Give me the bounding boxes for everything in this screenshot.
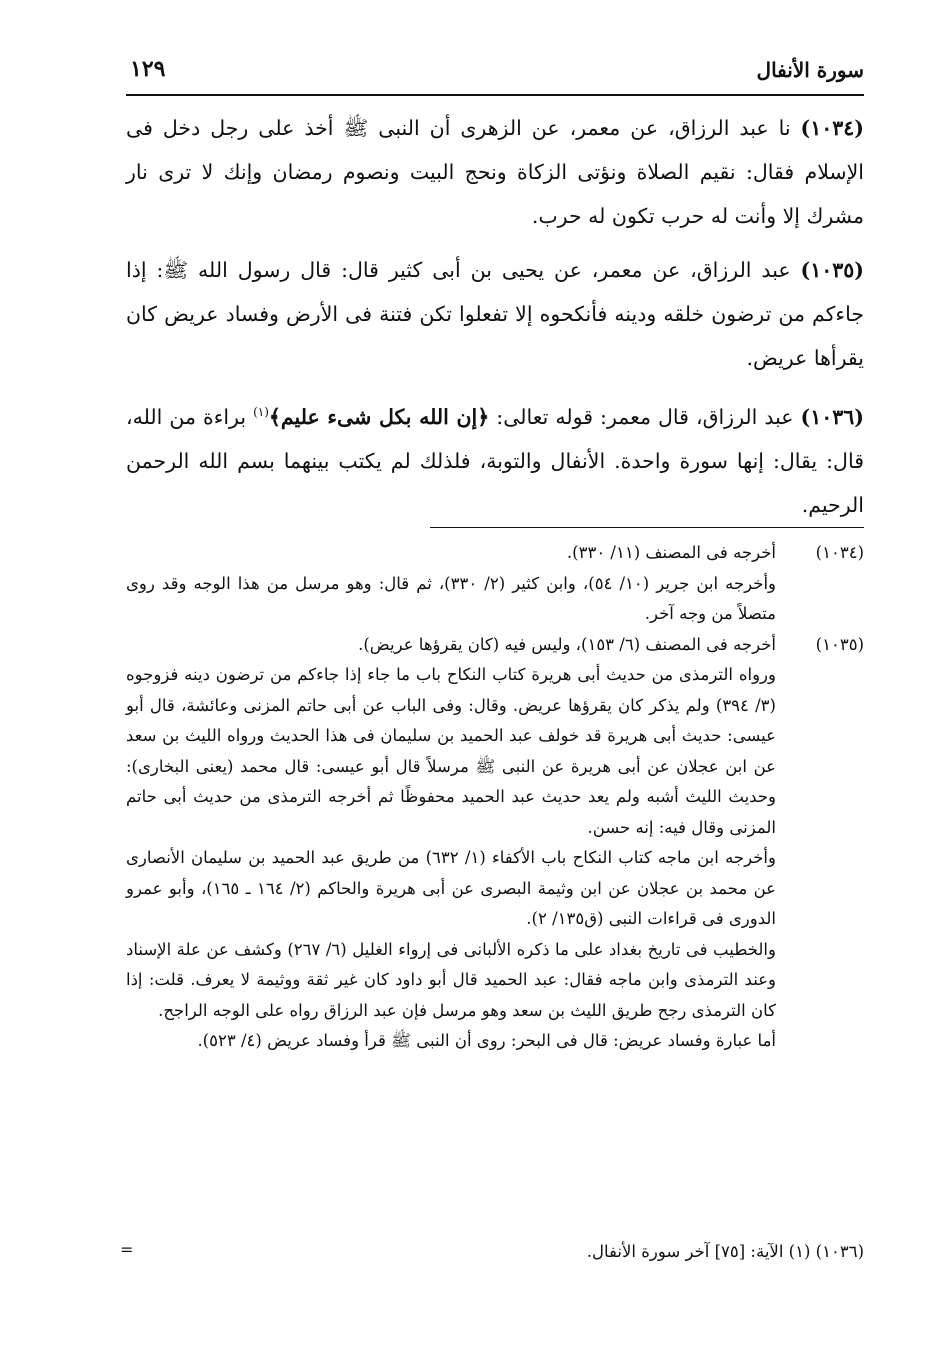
footnote-line: وأخرجه ابن ماجه كتاب النكاح باب الأكفاء (١/ ٦٣٢) من طريق عبد الحميد بن سليمان الأنصارى عن محمد بن عجلان عن ابن وثيمة البصرى عن أبى هريرة والحاكم (٢/ ١٦٤ ـ ١٦٥)، وأبو عمرو الدورى فى قراءات النبى (ق١٣٥/ ٢).	[126, 848, 776, 928]
footnote-1036: (١٠٣٦) (١) الآية: [٧٥] آخر سورة الأنفال.	[586, 1242, 864, 1261]
hadith-number: (١٠٣٦)	[800, 404, 864, 429]
hadith-text: عبد الرزاق، قال معمر: قوله تعالى:	[489, 404, 801, 429]
footnote-1034	[126, 538, 864, 630]
hadith-number: (١٠٣٥)	[800, 258, 864, 282]
footnote-key: (١٠٣٥)	[815, 634, 864, 654]
running-title: سورة الأنفال	[756, 58, 864, 82]
footnote-1035	[126, 630, 864, 1057]
hadith-text: نا عبد الرزاق، عن معمر، عن الزهرى أن النبى ﷺ أخذ على رجل دخل فى الإسلام فقال: نقيم الصلاة ونؤتى الزكاة ونحج البيت ونصوم رمضان وإنك لا ترى نار مشرك إلا وأنت له حرب تكون له حرب.	[126, 116, 864, 228]
hadith-number: (١٠٣٤)	[800, 116, 864, 140]
main-text	[126, 106, 864, 537]
page-number: ١٢٩	[130, 56, 166, 82]
footnote-key: (١٠٣٤)	[815, 543, 864, 562]
footnote-line: أخرجه فى المصنف (١١/ ٣٣٠).	[566, 543, 776, 562]
hadith-text: عبد الرزاق، عن معمر، عن يحيى بن أبى كثير قال: قال رسول الله ﷺ: إذا جاءكم من ترضون خلقه ودينه فأنكحوه إلا تفعلوا تكن فتنة فى الأرض وفساد عريض كان يقرأها عريض.	[126, 258, 864, 370]
footnote-line: ورواه الترمذى من حديث أبى هريرة كتاب النكاح باب ما جاء إذا جاءكم من ترضون دينه فزوجوه (٣/ ٣٩٤) ولم يذكر كان يقرؤها عريض. وقال: وفى الباب عن أبى حاتم المزنى وعائشة، قال أبو عيسى: حديث أبى هريرة قد خولف عبد الحميد بن سليمان فى هذا الحديث ورواه الليث بن سعد عن ابن عجلان عن أبى هريرة عن النبى ﷺ مرسلاً قال أبو عيسى: قال محمد (يعنى البخارى): وحديث الليث أشبه ولم يعد حديث عبد الحميد محفوظًا ثم أخرجه الترمذى من حديث أبى حاتم المزنى وقال فيه: إنه حسن.	[126, 665, 776, 837]
continuation-mark: =	[120, 1240, 134, 1259]
footnote-line: والخطيب فى تاريخ بغداد على ما ذكره الألبانى فى إرواء الغليل (٦/ ٢٦٧) وكشف عن علة الإسناد وعند الترمذى وابن ماجه فقال: عبد الحميد قال أبو داود كان غير ثقة ووثيمة لا يعرف. قلت: إذا كان الترمذى رجح طريق الليث بن سعد وهو مرسل فإن عبد الرزاق رواه على الوجه الراجح.	[126, 939, 776, 1020]
footnote-line: وأخرجه ابن جرير (١٠/ ٥٤)، وابن كثير (٢/ ٣٣٠)، ثم قال: وهو مرسل من هذا الوجه وقد روى متصلاً من وجه آخر.	[126, 573, 777, 623]
hadith-1034	[126, 106, 864, 238]
footnote-ref: (١)	[253, 405, 269, 419]
footnote-body	[126, 630, 776, 1057]
footnote-body	[126, 538, 776, 630]
footnote-line: أخرجه فى المصنف (٦/ ١٥٣)، وليس فيه (كان يقرؤها عريض).	[358, 634, 776, 654]
header-rule	[126, 94, 864, 96]
footnotes	[126, 538, 864, 1057]
hadith-text: براءة من الله، قال: يقال: إنها سورة واحدة. الأنفال والتوبة، فلذلك لم يكتب بينهما بسم الله الرحمن الرحيم.	[126, 404, 864, 517]
hadith-1036	[126, 390, 864, 527]
quran-verse: ﴿إن الله بكل شىء عليم﴾	[268, 404, 490, 429]
hadith-1035	[126, 248, 864, 380]
footnote-rule	[430, 527, 864, 528]
footnote-line: أما عبارة وفساد عريض: قال فى البحر: روى أن النبى ﷺ قرأ وفساد عريض (٤/ ٥٢٣).	[197, 1031, 776, 1050]
